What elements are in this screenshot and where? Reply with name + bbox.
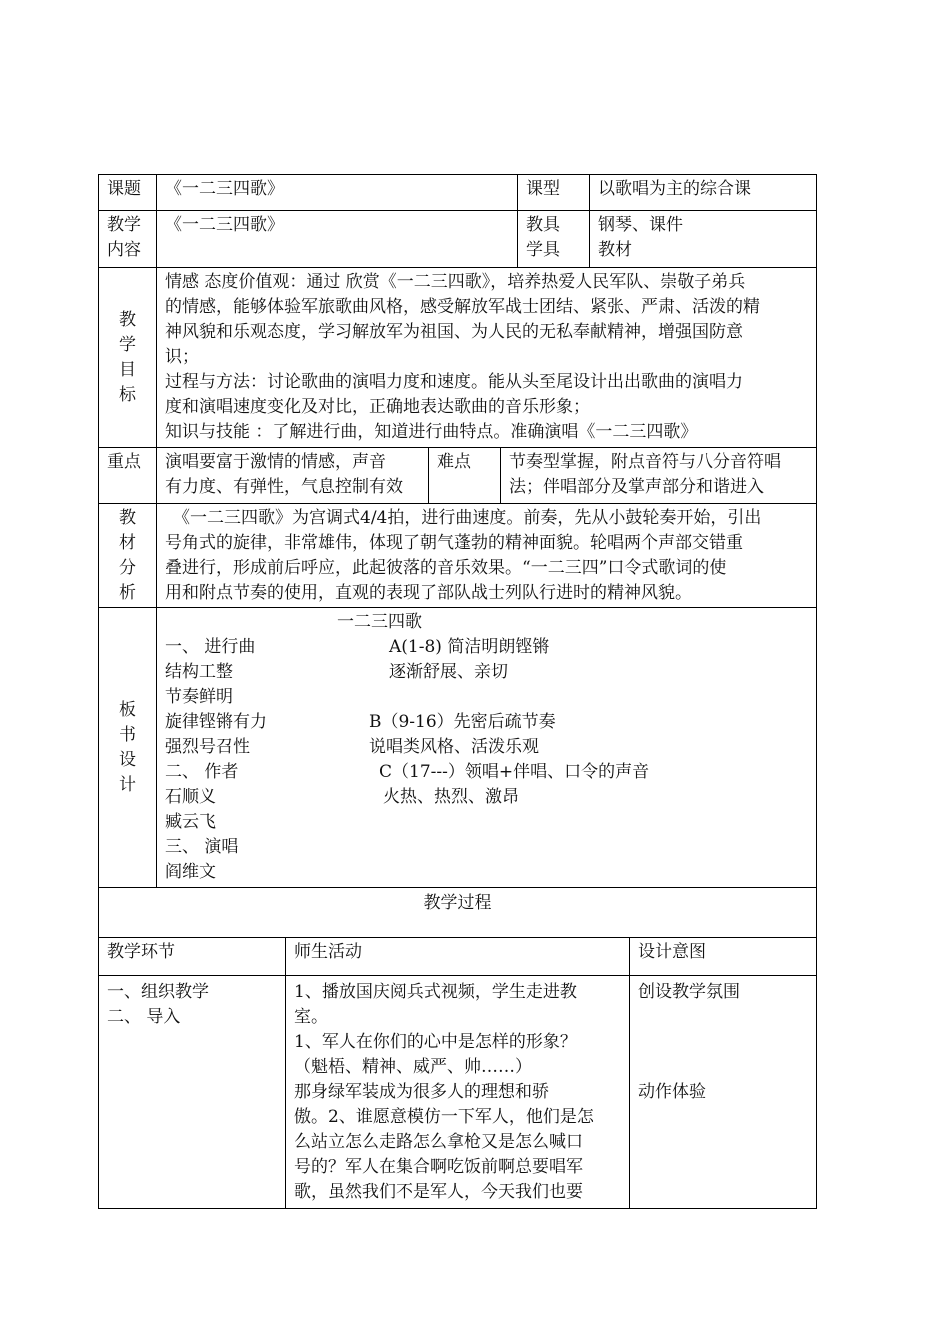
board-left-line: 臧云飞 <box>165 812 216 832</box>
difficulty-label: 难点 <box>429 448 501 503</box>
topic-value: 《一二三四歌》 <box>157 175 518 210</box>
row-board <box>99 608 816 888</box>
tools-label: 教具 学具 <box>518 211 590 267</box>
board-left-line: 石顺义 <box>165 787 216 807</box>
board-content <box>157 608 816 887</box>
difficulty-text: 节奏型掌握，附点音符与八分音符唱 法；伴唱部分及掌声部分和谐进入 <box>509 452 781 497</box>
goals-label: 教 学 目 标 <box>99 268 157 447</box>
header-intent: 设计意图 <box>638 942 706 962</box>
board-right-line: 火热、热烈、激昂 <box>383 787 519 807</box>
focus-text: 演唱要富于激情的情感，声音 有力度、有弹性，气息控制有效 <box>157 448 429 503</box>
row-topic <box>99 175 816 211</box>
board-left-line: 强烈号召性 <box>165 737 250 757</box>
board-left-line: 旋律铿锵有力 <box>165 712 267 732</box>
board-right-line: A(1-8) 简洁明朗铿锵 <box>389 637 550 657</box>
board-left-line: 一、 进行曲 <box>165 637 256 657</box>
row-process-title <box>99 888 816 938</box>
row-focus <box>99 448 816 504</box>
board-label: 板 书 设 计 <box>99 608 157 887</box>
board-left-line: 三、 演唱 <box>165 837 239 857</box>
activity-cell: 1、播放国庆阅兵式视频，学生走进教 室。 1、军人在你们的心中是怎样的形象？ （魁梧、精神、威严、帅……） 那身绿军装成为很多人的理想和骄 傲。2、谁愿意模仿一下军人，他们是怎 么站立怎么走路怎么拿枪又是怎么喊口 号的？军人在集合啊吃饭前啊总要唱军 歌，虽然我们不是军人，今天我们也要 <box>286 976 630 1208</box>
lesson-plan-table <box>98 174 817 1209</box>
row-process-content <box>99 976 816 1208</box>
process-title: 教学过程 <box>423 893 492 913</box>
analysis-label: 教 材 分 析 <box>99 504 157 607</box>
board-right-line: B（9-16）先密后疏节奏 <box>369 712 556 732</box>
focus-label: 重点 <box>99 448 157 503</box>
type-label: 课型 <box>518 175 590 210</box>
board-left-line: 节奏鲜明 <box>165 687 233 707</box>
row-analysis <box>99 504 816 608</box>
row-content <box>99 211 816 268</box>
header-stage: 教学环节 <box>99 938 286 975</box>
board-left-line: 阎维文 <box>165 862 216 882</box>
type-value: 以歌唱为主的综合课 <box>598 179 751 199</box>
content-label: 教学 内容 <box>99 211 157 267</box>
row-process-headers <box>99 938 816 976</box>
row-goals <box>99 268 816 448</box>
board-right-line: 逐渐舒展、亲切 <box>389 662 508 682</box>
intent-cell: 创设教学氛围 动作体验 <box>638 982 740 1102</box>
goals-text: 情感 态度价值观：通过 欣赏《一二三四歌》，培养热爱人民军队、崇敬子弟兵 的情感，能够体验军旅歌曲风格，感受解放军战士团结、紧张、严肃、活泼的精 神风貌和乐观态度，学习解放军为祖国、为人民的无私奉献精神，增强国防意 识； 过程与方法：讨论歌曲的演唱力度和速度。能从头至尾设计出出歌曲的演唱力 度和演唱速度变化及对比，正确地表达歌曲的音乐形象； 知识与技能 ：了解进行曲，知道进行曲特点。准确演唱《一二三四歌》 <box>165 272 760 442</box>
stage-cell: 一、组织教学 二、 导入 <box>99 976 286 1208</box>
tools-value: 钢琴、课件 教材 <box>598 215 683 260</box>
topic-label: 课题 <box>99 175 157 210</box>
header-activity: 师生活动 <box>286 938 630 975</box>
board-right-line: 说唱类风格、活泼乐观 <box>369 737 539 757</box>
content-value: 《一二三四歌》 <box>157 211 518 267</box>
board-left-line: 结构工整 <box>165 662 233 682</box>
analysis-text: 《一二三四歌》为宫调式4/4拍，进行曲速度。前奏，先从小鼓轮奏开始，引出 号角式的旋律，非常雄伟，体现了朝气蓬勃的精神面貌。轮唱两个声部交错重 叠进行，形成前后呼应，此起彼落的音乐效果。“一二三四”口令式歌词的使 用和附点节奏的使用，直观的表现了部队战士列队行进时的精神风貌。 <box>165 508 762 603</box>
board-right-line: C（17---）领唱+伴唱、口令的声音 <box>379 762 650 782</box>
board-left-line: 二、 作者 <box>165 762 239 782</box>
board-title: 一二三四歌 <box>337 612 422 632</box>
